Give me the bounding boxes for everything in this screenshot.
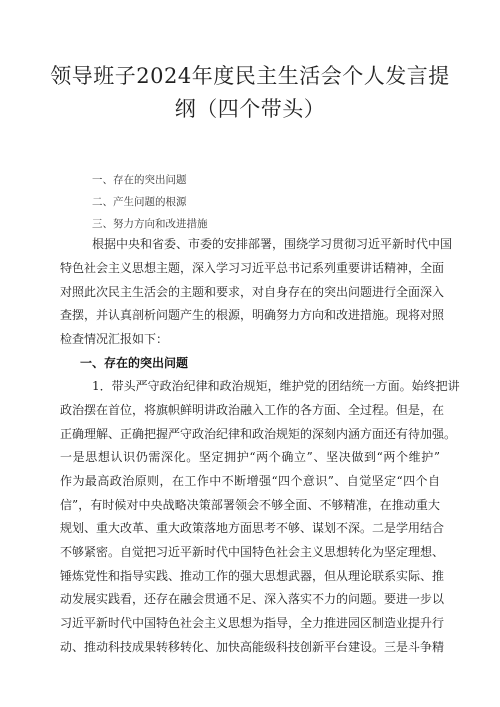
body-line: 政治摆在首位，将旗帜鲜明讲政治融入工作的各方面、全过程。但是，在 [60,403,445,417]
outline-item: 一、存在的突出问题 [92,174,187,186]
section-heading: 一、存在的突出问题 [80,356,189,370]
intro-line: 根据中央和省委、市委的安排部署，围绕学习贯彻习近平新时代中国 [92,237,453,251]
body-line: 锤炼党性和指导实践、推动工作的强大思想武器，但从理论联系实际、推 [60,569,445,583]
body-line: 不够紧密。自觉把习近平新时代中国特色社会主义思想转化为坚定理想、 [60,545,445,559]
outline-item: 三、努力方向和改进措施 [92,218,208,230]
document-title-line-2: 纲（四个带头） [174,97,326,121]
body-line: 动、推动科技成果转移转化、加快高能级科技创新平台建设。三是斗争精 [60,640,445,654]
intro-line: 检查情况汇报如下： [60,332,169,346]
body-line: 一是思想认识仍需深化。坚定拥护“两个确立”、坚决做到“两个维护” [60,450,440,464]
intro-line: 查摆，并认真剖析问题产生的根源，明确努力方向和改进措施。现将对照 [60,308,445,322]
body-line: 作为最高政治原则，在工作中不断增强“四个意识”、自觉坚定“四个自 [60,474,440,488]
outline-item: 二、产生问题的根源 [92,196,187,208]
body-line: 习近平新时代中国特色社会主义思想为指导，全力推进园区制造业提升行 [60,616,445,630]
body-line: 1．带头严守政治纪律和政治规矩，维护党的团结统一方面。始终把讲 [92,379,460,393]
intro-line: 特色社会主义思想主题，深入学习习近平总书记系列重要讲话精神，全面 [60,261,445,275]
body-line: 规划、重大改革、重大政策落地方面思考不够、谋划不深。二是学用结合 [60,521,445,535]
body-line: 信”，有时候对中央战略决策部署领会不够全面、不够精准，在推动重大 [60,498,440,512]
intro-line: 对照此次民主生活会的主题和要求，对自身存在的突出问题进行全面深入 [60,285,445,299]
body-line: 动发展实践看，还存在融会贯通不足、深入落实不力的问题。要进一步以 [60,592,445,606]
document-title-line-1: 领导班子2024年度民主生活会个人发言提 [50,64,450,88]
body-line: 正确理解、正确把握严守政治纪律和政治规矩的深刻内涵方面还有待加强。 [60,427,457,441]
